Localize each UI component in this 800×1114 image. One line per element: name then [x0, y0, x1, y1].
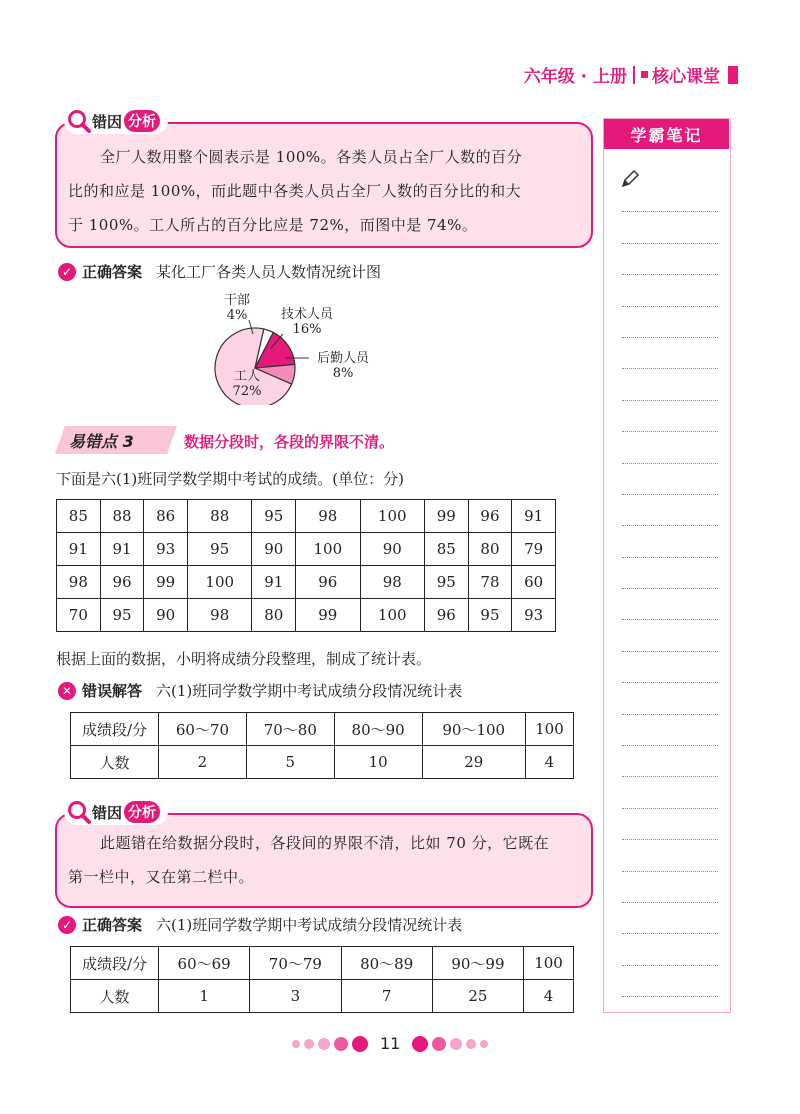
analysis-line: 比的和应是 100%，而此题中各类人员占全厂人数的百分比的和大: [68, 182, 522, 200]
table-cell: 60～69: [159, 947, 250, 980]
table-cell: 29: [422, 746, 525, 779]
note-line: [622, 903, 718, 934]
table-cell: 95: [188, 533, 252, 566]
wrong-label: 错误解答: [82, 682, 143, 700]
table-cell: 86: [144, 500, 188, 533]
check-icon: ✓: [58, 263, 76, 281]
table-cell: 100: [296, 533, 360, 566]
note-line: [622, 275, 718, 306]
notes-title: 学霸笔记: [604, 119, 729, 149]
table-cell: 60: [512, 566, 556, 599]
table-cell: 85: [57, 500, 101, 533]
table-cell: 85: [424, 533, 468, 566]
table-cell: 99: [424, 500, 468, 533]
pie-chart: [200, 290, 400, 405]
section-label: 核心课堂: [652, 67, 720, 87]
note-line: [622, 495, 718, 526]
table-cell: 91: [512, 500, 556, 533]
pie-label-value: 72%: [232, 384, 262, 399]
analysis-text-2: [68, 826, 588, 894]
analysis-line: 此题错在给数据分段时，各段间的界限不清，比如 70 分，它既在: [100, 834, 550, 852]
table-row: [71, 746, 574, 779]
check-icon: ✓: [58, 916, 76, 934]
pie-label-value: 4%: [226, 308, 248, 323]
dot-icon: [480, 1040, 488, 1048]
mistake-point-badge: [55, 426, 177, 454]
table-cell: 90～100: [422, 713, 525, 746]
note-line: [622, 338, 718, 369]
table-cell: 96: [100, 566, 144, 599]
note-line: [622, 369, 718, 400]
notes-sidebar: [603, 118, 731, 1013]
table-cell: 96: [296, 566, 360, 599]
table-cell: 95: [100, 599, 144, 632]
analysis-text-1: [68, 140, 588, 242]
table-cell: 91: [252, 566, 296, 599]
pie-label-name: 技术人员: [280, 307, 334, 322]
table-cell: 90: [144, 599, 188, 632]
correct-answer-1: [58, 261, 381, 282]
correct-label: 正确答案: [82, 263, 143, 281]
correct-table: [70, 946, 574, 1013]
analysis-tag-1: [64, 108, 168, 134]
note-line: [622, 558, 718, 589]
table-row: [57, 500, 556, 533]
dot-icon: [334, 1037, 348, 1051]
table-cell: 88: [188, 500, 252, 533]
scores-table: [56, 499, 556, 632]
correct-caption: 六(1)班同学数学期中考试成绩分段情况统计表: [156, 916, 463, 934]
table-cell: 93: [512, 599, 556, 632]
table-cell: 88: [100, 500, 144, 533]
table-cell: 70～80: [246, 713, 334, 746]
dot-icon: [318, 1038, 330, 1050]
analysis-line: 第一栏中，又在第二栏中。: [68, 868, 255, 886]
table-cell: 100: [188, 566, 252, 599]
analysis-tag-suffix: 分析: [124, 110, 160, 132]
page-header: [524, 62, 738, 87]
table-cell: 4: [524, 980, 574, 1013]
note-line: [622, 401, 718, 432]
table-cell: 2: [159, 746, 247, 779]
dot-icon: [292, 1040, 300, 1048]
pie-label-name: 工人: [233, 369, 261, 384]
table-cell: 10: [334, 746, 422, 779]
wrong-table: [70, 712, 574, 779]
correct-label: 正确答案: [82, 916, 143, 934]
table-cell: 成绩段/分: [71, 947, 159, 980]
mistake-point-title: 数据分段时，各段的界限不清。: [184, 433, 395, 451]
table-row: [71, 947, 574, 980]
table-row: [71, 713, 574, 746]
table-cell: 78: [468, 566, 512, 599]
table-cell: 91: [100, 533, 144, 566]
pie-label-value: 16%: [292, 322, 322, 337]
table-cell: 80: [468, 533, 512, 566]
table-cell: 96: [468, 500, 512, 533]
table-cell: 99: [296, 599, 360, 632]
dot-icon: [304, 1039, 314, 1049]
table-cell: 90: [360, 533, 424, 566]
table-cell: 90～99: [432, 947, 523, 980]
mistake-point-tag: 易错点 3: [69, 432, 134, 451]
table-row: [57, 533, 556, 566]
table-cell: 80～89: [341, 947, 432, 980]
header-divider: [633, 66, 635, 84]
dot-icon: [412, 1036, 428, 1052]
magnifier-icon: [66, 108, 92, 134]
note-line: [622, 934, 718, 965]
table-row: [57, 566, 556, 599]
table-cell: 98: [360, 566, 424, 599]
table-cell: 4: [525, 746, 573, 779]
table-cell: 91: [57, 533, 101, 566]
table-cell: 70: [57, 599, 101, 632]
page-number: 11: [380, 1034, 401, 1053]
note-line: [622, 181, 718, 212]
analysis-tag-prefix: 错因: [92, 112, 123, 131]
table-cell: 79: [512, 533, 556, 566]
table-cell: 98: [188, 599, 252, 632]
note-line: [622, 244, 718, 275]
pie-label-name: 后勤人员: [316, 351, 370, 366]
scores-summary: 根据上面的数据，小明将成绩分段整理，制成了统计表。: [56, 650, 432, 668]
analysis-line: 于 100%。工人所占的百分比应是 72%，而图中是 74%。: [68, 216, 478, 234]
note-line: [622, 809, 718, 840]
header-tab-mark: [728, 66, 738, 84]
table-cell: 7: [341, 980, 432, 1013]
table-row: [71, 980, 574, 1013]
table-cell: 人数: [71, 746, 159, 779]
table-cell: 99: [144, 566, 188, 599]
magnifier-icon: [66, 799, 92, 825]
note-line: [622, 620, 718, 651]
dot-icon: [450, 1038, 462, 1050]
table-cell: 5: [246, 746, 334, 779]
note-line: [622, 464, 718, 495]
note-line: [622, 746, 718, 777]
table-cell: 1: [159, 980, 250, 1013]
table-cell: 80～90: [334, 713, 422, 746]
pie-label-value: 8%: [332, 366, 354, 381]
table-cell: 70～79: [250, 947, 341, 980]
dot-icon: [432, 1037, 446, 1051]
table-cell: 3: [250, 980, 341, 1013]
dot-icon: [352, 1036, 368, 1052]
grade-label: 六年级 · 上册: [523, 67, 627, 87]
header-square-icon: [641, 71, 648, 78]
table-cell: 95: [424, 566, 468, 599]
table-cell: 成绩段/分: [71, 713, 159, 746]
note-line: [622, 526, 718, 557]
cross-icon: ✕: [58, 682, 76, 700]
dot-icon: [466, 1039, 476, 1049]
analysis-tag-prefix: 错因: [92, 803, 123, 822]
page-number-bar: [290, 1034, 490, 1053]
table-cell: 25: [432, 980, 523, 1013]
chart-caption: 某化工厂各类人员人数情况统计图: [156, 263, 382, 281]
analysis-line: 全厂人数用整个圆表示是 100%。各类人员占全厂人数的百分: [100, 148, 523, 166]
note-line: [622, 432, 718, 463]
note-line: [622, 840, 718, 871]
note-line: [622, 589, 718, 620]
table-cell: 95: [468, 599, 512, 632]
table-cell: 60～70: [159, 713, 247, 746]
note-line: [622, 872, 718, 903]
note-line: [622, 652, 718, 683]
table-cell: 100: [360, 599, 424, 632]
analysis-tag-2: [64, 799, 168, 825]
table-cell: 100: [525, 713, 573, 746]
note-line: [622, 212, 718, 243]
note-line: [622, 777, 718, 808]
note-lines: [622, 181, 718, 997]
wrong-answer: [58, 680, 462, 701]
table-row: [57, 599, 556, 632]
note-line: [622, 715, 718, 746]
table-cell: 95: [252, 500, 296, 533]
correct-answer-2: [58, 914, 462, 935]
note-line: [622, 683, 718, 714]
note-line: [622, 966, 718, 997]
analysis-tag-suffix: 分析: [124, 801, 160, 823]
table-cell: 93: [144, 533, 188, 566]
table-cell: 人数: [71, 980, 159, 1013]
table-cell: 90: [252, 533, 296, 566]
table-cell: 100: [524, 947, 574, 980]
table-cell: 80: [252, 599, 296, 632]
pie-label-name: 干部: [223, 293, 251, 308]
table-cell: 98: [57, 566, 101, 599]
wrong-caption: 六(1)班同学数学期中考试成绩分段情况统计表: [156, 682, 463, 700]
table-cell: 96: [424, 599, 468, 632]
table-cell: 98: [296, 500, 360, 533]
note-line: [622, 307, 718, 338]
scores-intro: 下面是六(1)班同学数学期中考试的成绩。(单位：分): [56, 470, 404, 488]
table-cell: 100: [360, 500, 424, 533]
